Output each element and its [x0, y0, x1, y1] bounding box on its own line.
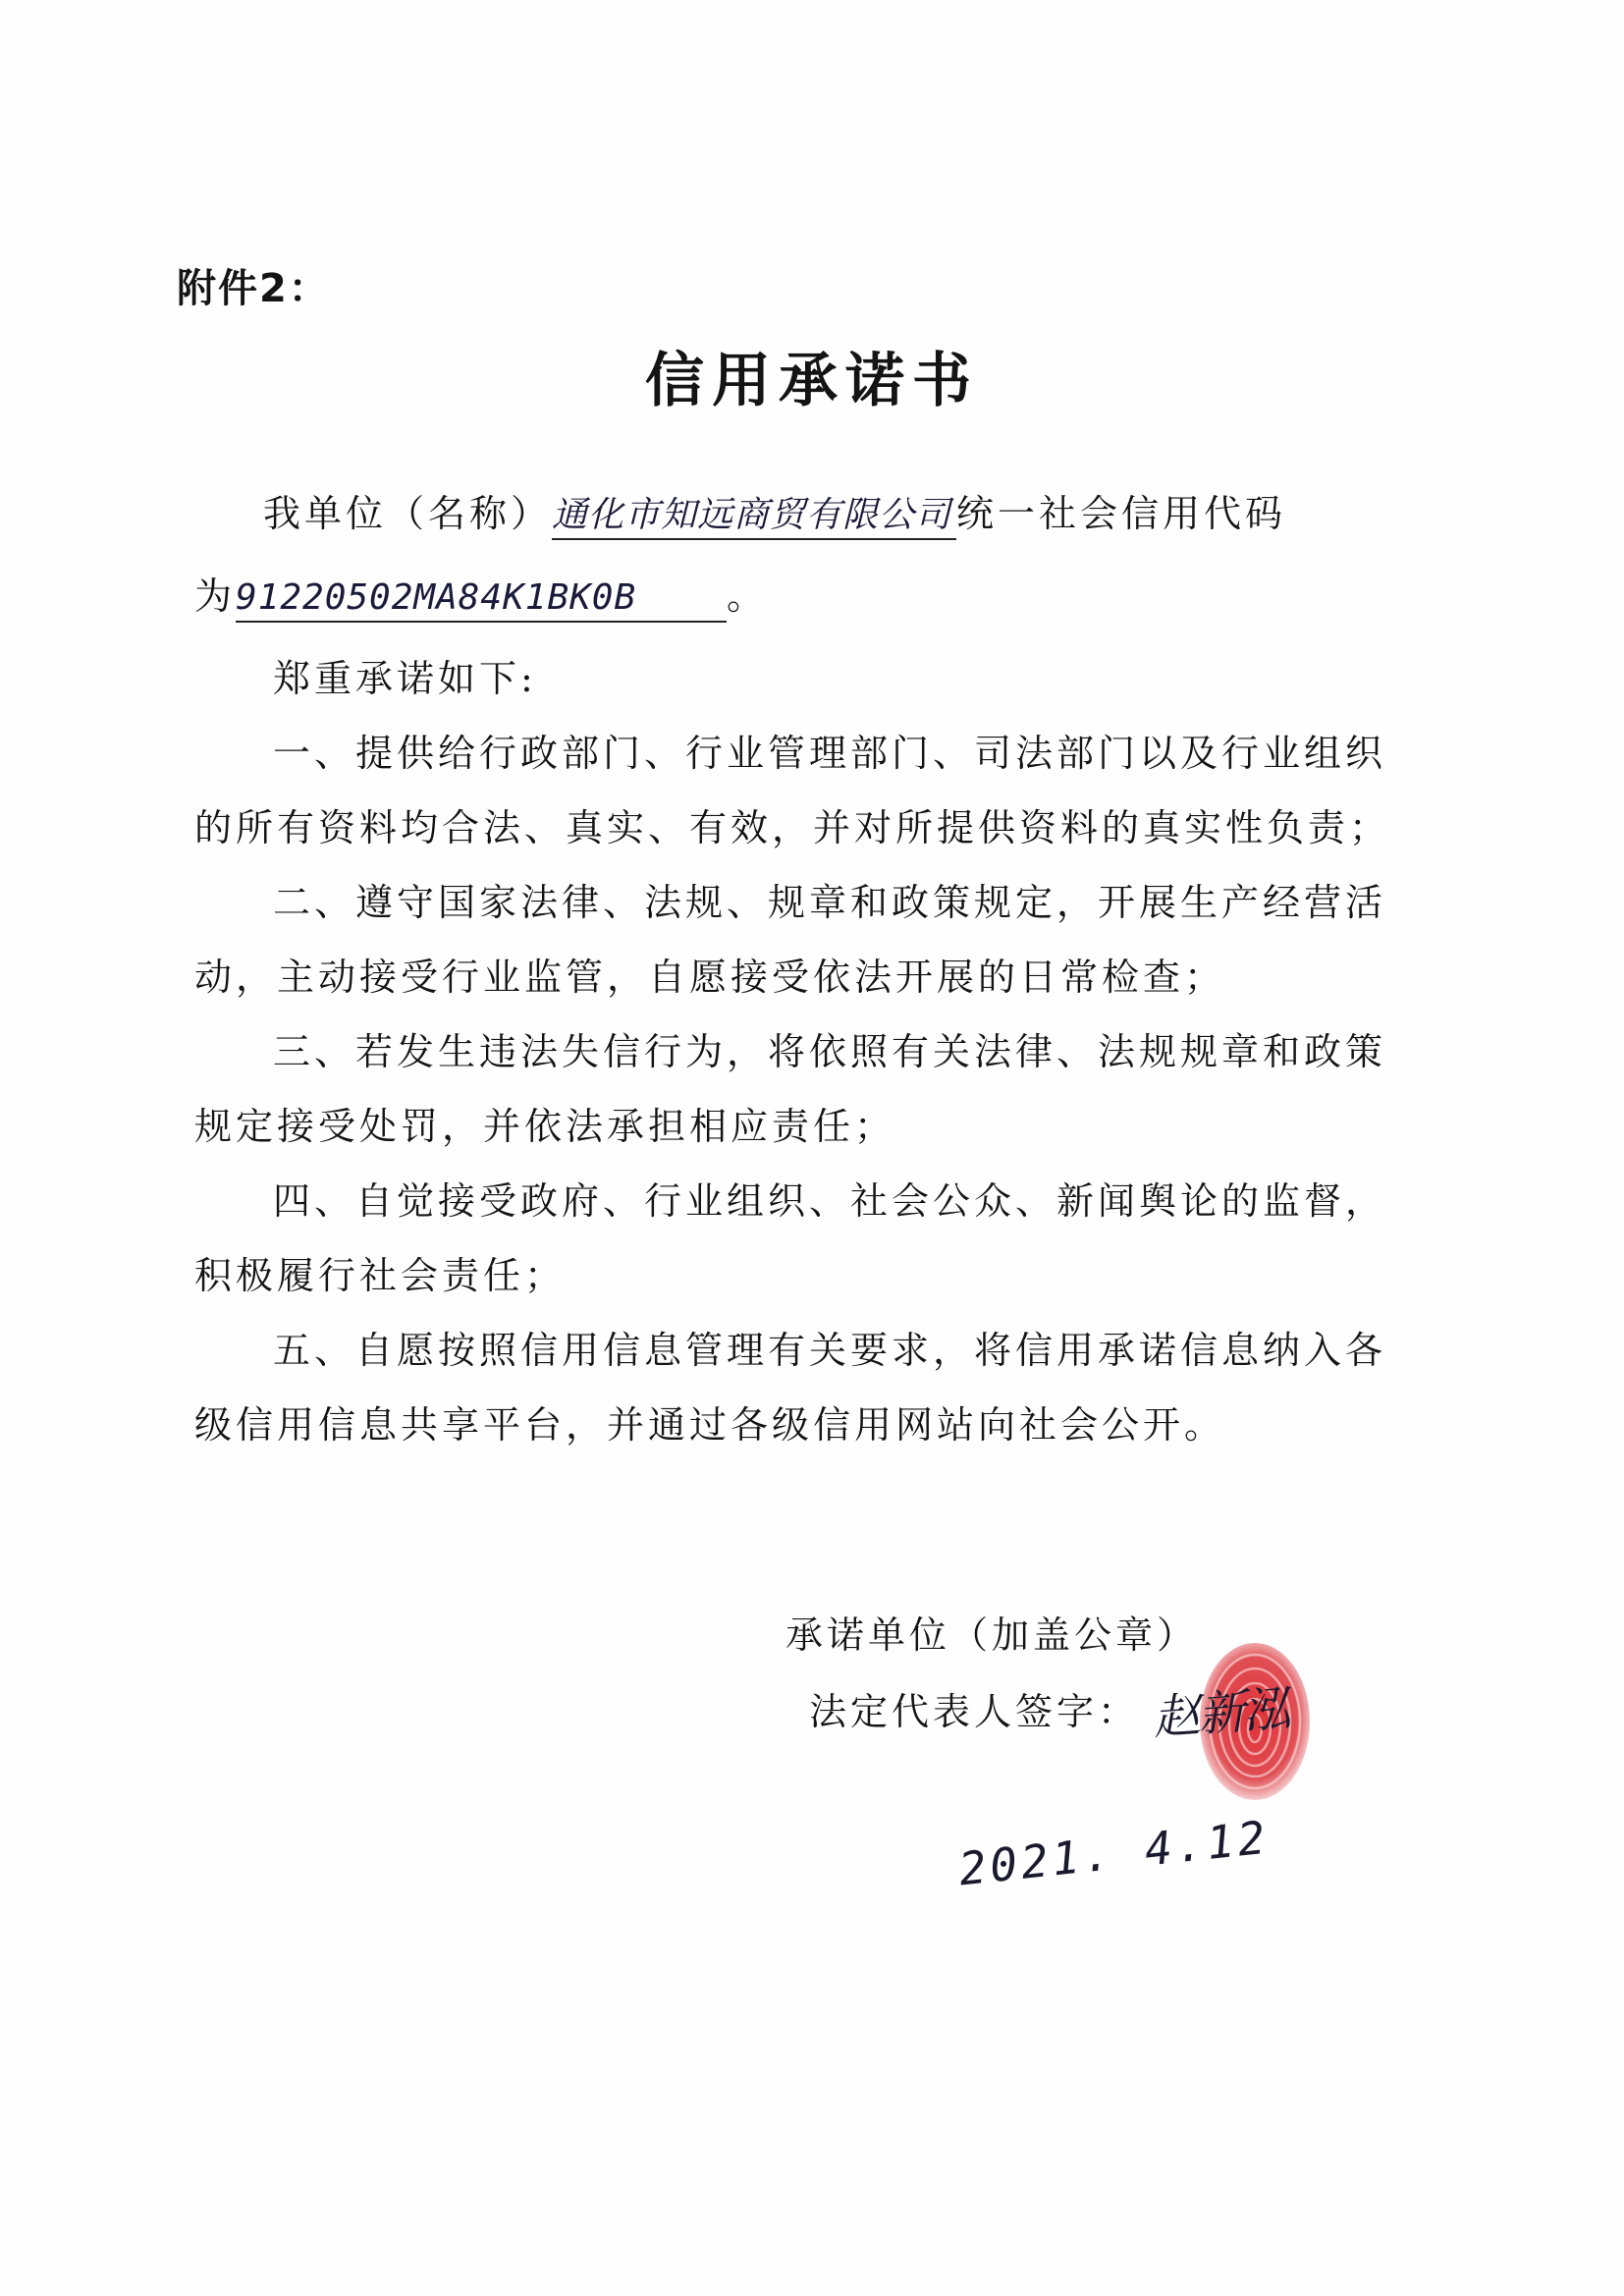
intro-prefix: 我单位（名称）	[263, 492, 553, 535]
clause-4-line-2: 积极履行社会责任；	[194, 1254, 567, 1297]
clause-2-line-1: 二、遵守国家法律、法规、规章和政策规定，开展生产经营活	[273, 881, 1387, 924]
intro-end: 。	[727, 574, 769, 618]
clause-1-line-2: 的所有资料均合法、真实、有效，并对所提供资料的真实性负责；	[194, 806, 1391, 849]
intro-line-2	[194, 572, 768, 623]
clause-3-line-1: 三、若发生违法失信行为，将依照有关法律、法规规章和政策	[273, 1030, 1387, 1073]
legal-rep-signature: 赵新泓	[1151, 1681, 1291, 1746]
signing-date: 2021. 4.12	[956, 1810, 1272, 1896]
document-title: 信用承诺书	[645, 347, 979, 415]
clause-5-line-1: 五、自愿按照信用信息管理有关要求，将信用承诺信息纳入各	[273, 1329, 1387, 1372]
attachment-label: 附件2：	[177, 266, 330, 311]
clause-4-line-1: 四、自觉接受政府、行业组织、社会公众、新闻舆论的监督，	[273, 1179, 1387, 1223]
unit-seal-label: 承诺单位（加盖公章）	[785, 1613, 1199, 1657]
clause-1-line-1: 一、提供给行政部门、行业管理部门、司法部门以及行业组织	[273, 732, 1387, 775]
promise-lead: 郑重承诺如下:	[273, 657, 537, 700]
clause-5-line-2: 级信用信息共享平台，并通过各级信用网站向社会公开。	[194, 1403, 1226, 1447]
clause-2-line-2: 动，主动接受行业监管，自愿接受依法开展的日常检查；	[194, 956, 1226, 999]
code-prefix: 为	[194, 574, 237, 618]
legal-rep-label: 法定代表人签字：	[809, 1690, 1140, 1733]
clause-3-line-2: 规定接受处罚，并依法承担相应责任；	[194, 1105, 896, 1148]
credit-code-field: 91220502MA84K1BK0B	[236, 575, 727, 623]
intro-middle: 统一社会信用代码	[956, 492, 1287, 535]
intro-line-1	[263, 489, 1286, 540]
company-name-field: 通化市知远商贸有限公司	[552, 493, 956, 540]
